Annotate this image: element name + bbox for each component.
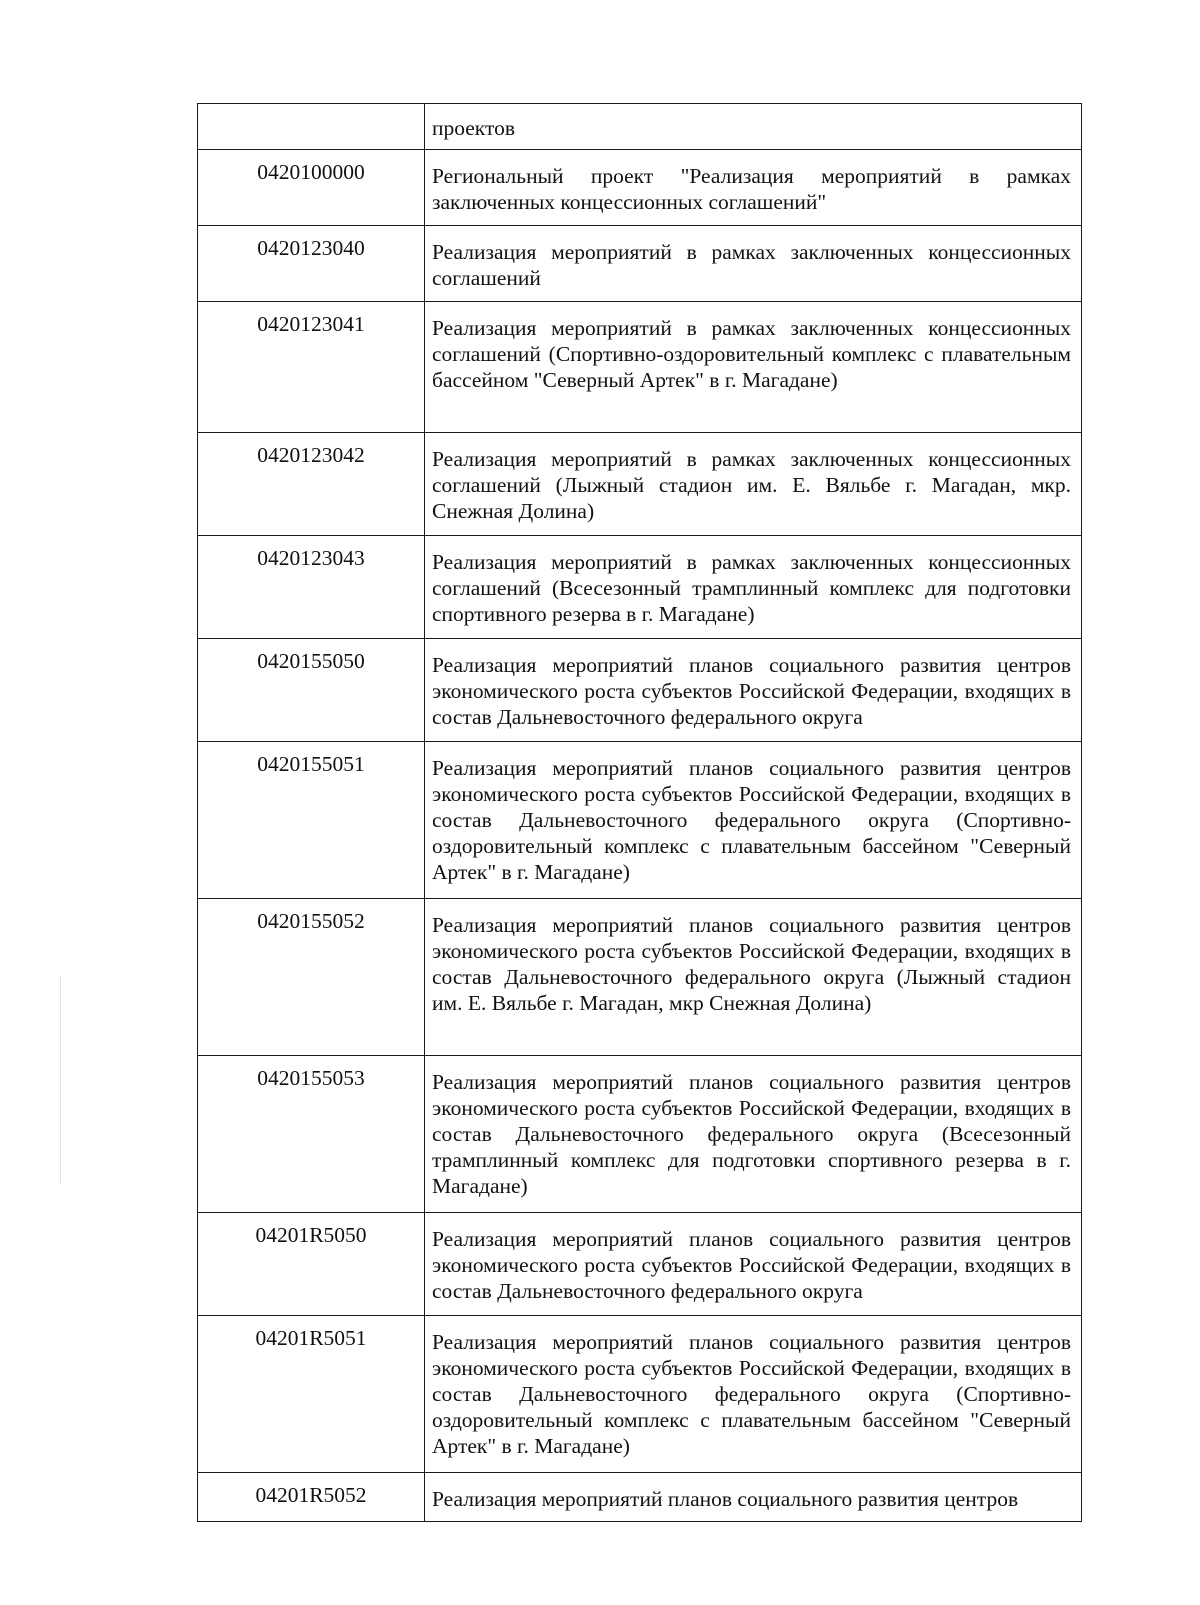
description-cell: [425, 1316, 1082, 1473]
row-description: Реализация мероприятий в рамках заключенных концессионных соглашений: [432, 240, 1071, 290]
code-cell: [198, 1056, 425, 1213]
code-cell: [198, 1316, 425, 1473]
table-row: [198, 742, 1082, 899]
table-row: [198, 1473, 1082, 1522]
row-description: Реализация мероприятий в рамках заключенных концессионных соглашений (Лыжный стадион им. Е. Вяльбе г. Магадан, мкр. Снежная Долина): [432, 447, 1071, 523]
row-description: Реализация мероприятий планов социального развития центров экономического роста субъектов Российской Федерации, входящих в состав Дальневосточного федерального округа: [432, 653, 1071, 729]
table-row: [198, 104, 1082, 150]
table-row: [198, 639, 1082, 742]
description-cell: [425, 1473, 1082, 1522]
table-row: [198, 536, 1082, 639]
description-cell: [425, 104, 1082, 150]
description-cell: [425, 226, 1082, 302]
budget-code: 04201R5052: [255, 1483, 367, 1507]
table-row: [198, 150, 1082, 226]
code-cell: [198, 226, 425, 302]
description-cell: [425, 742, 1082, 899]
table-row: [198, 1056, 1082, 1213]
table-row: [198, 226, 1082, 302]
budget-code-table: [197, 103, 1082, 1522]
description-cell: [425, 433, 1082, 536]
code-cell: [198, 302, 425, 433]
row-description: Реализация мероприятий планов социального развития центров экономического роста субъектов Российской Федерации, входящих в состав Дальневосточного федерального округа (Всесезонный трамплинный комплекс для подготовки спортивного резерва в г. Магадане): [432, 1070, 1071, 1198]
table-row: [198, 433, 1082, 536]
description-cell: [425, 150, 1082, 226]
table-row: [198, 1316, 1082, 1473]
code-cell: [198, 104, 425, 150]
description-cell: [425, 1056, 1082, 1213]
budget-code: 0420100000: [257, 160, 365, 184]
description-cell: [425, 536, 1082, 639]
description-cell: [425, 899, 1082, 1056]
row-description: Реализация мероприятий в рамках заключенных концессионных соглашений (Спортивно-оздоровительный комплекс с плавательным бассейном "Северный Артек" в г. Магадане): [432, 316, 1071, 392]
row-description: проектов: [432, 116, 515, 140]
row-description: Региональный проект "Реализация мероприятий в рамках заключенных концессионных соглашений": [432, 164, 1071, 214]
table-row: [198, 302, 1082, 433]
code-cell: [198, 1213, 425, 1316]
row-description: Реализация мероприятий планов социального развития центров экономического роста субъектов Российской Федерации, входящих в состав Дальневосточного федерального округа (Спортивно-оздоровительный комплекс с плавательным бассейном "Северный Артек" в г. Магадане): [432, 756, 1071, 884]
budget-code: 0420123043: [257, 546, 365, 570]
row-description: Реализация мероприятий планов социального развития центров экономического роста субъектов Российской Федерации, входящих в состав Дальневосточного федерального округа (Спортивно-оздоровительный комплекс с плавательным бассейном "Северный Артек" в г. Магадане): [432, 1330, 1071, 1458]
code-cell: [198, 742, 425, 899]
code-cell: [198, 536, 425, 639]
budget-code: 0420155053: [257, 1066, 365, 1090]
budget-code: 0420123042: [257, 443, 365, 467]
budget-code: 0420155050: [257, 649, 365, 673]
code-cell: [198, 433, 425, 536]
description-cell: [425, 639, 1082, 742]
budget-code: 04201R5051: [255, 1326, 367, 1350]
description-cell: [425, 302, 1082, 433]
code-cell: [198, 1473, 425, 1522]
scan-margin-mark: [60, 975, 61, 1185]
budget-code: 0420155051: [257, 752, 365, 776]
description-cell: [425, 1213, 1082, 1316]
row-description: Реализация мероприятий планов социального развития центров экономического роста субъектов Российской Федерации, входящих в состав Дальневосточного федерального округа (Лыжный стадион им. Е. Вяльбе г. Магадан, мкр Снежная Долина): [432, 913, 1071, 1015]
code-cell: [198, 150, 425, 226]
row-description: Реализация мероприятий в рамках заключенных концессионных соглашений (Всесезонный трамплинный комплекс для подготовки спортивного резерва в г. Магадане): [432, 550, 1071, 626]
table-row: [198, 1213, 1082, 1316]
row-description: Реализация мероприятий планов социального развития центров экономического роста субъектов Российской Федерации, входящих в состав Дальневосточного федерального округа: [432, 1227, 1071, 1303]
row-description: Реализация мероприятий планов социального развития центров: [432, 1487, 1019, 1511]
budget-code: 0420155052: [257, 909, 365, 933]
code-cell: [198, 639, 425, 742]
budget-code: 04201R5050: [255, 1223, 367, 1247]
budget-code: 0420123041: [257, 312, 365, 336]
table-row: [198, 899, 1082, 1056]
code-cell: [198, 899, 425, 1056]
budget-code: 0420123040: [257, 236, 365, 260]
